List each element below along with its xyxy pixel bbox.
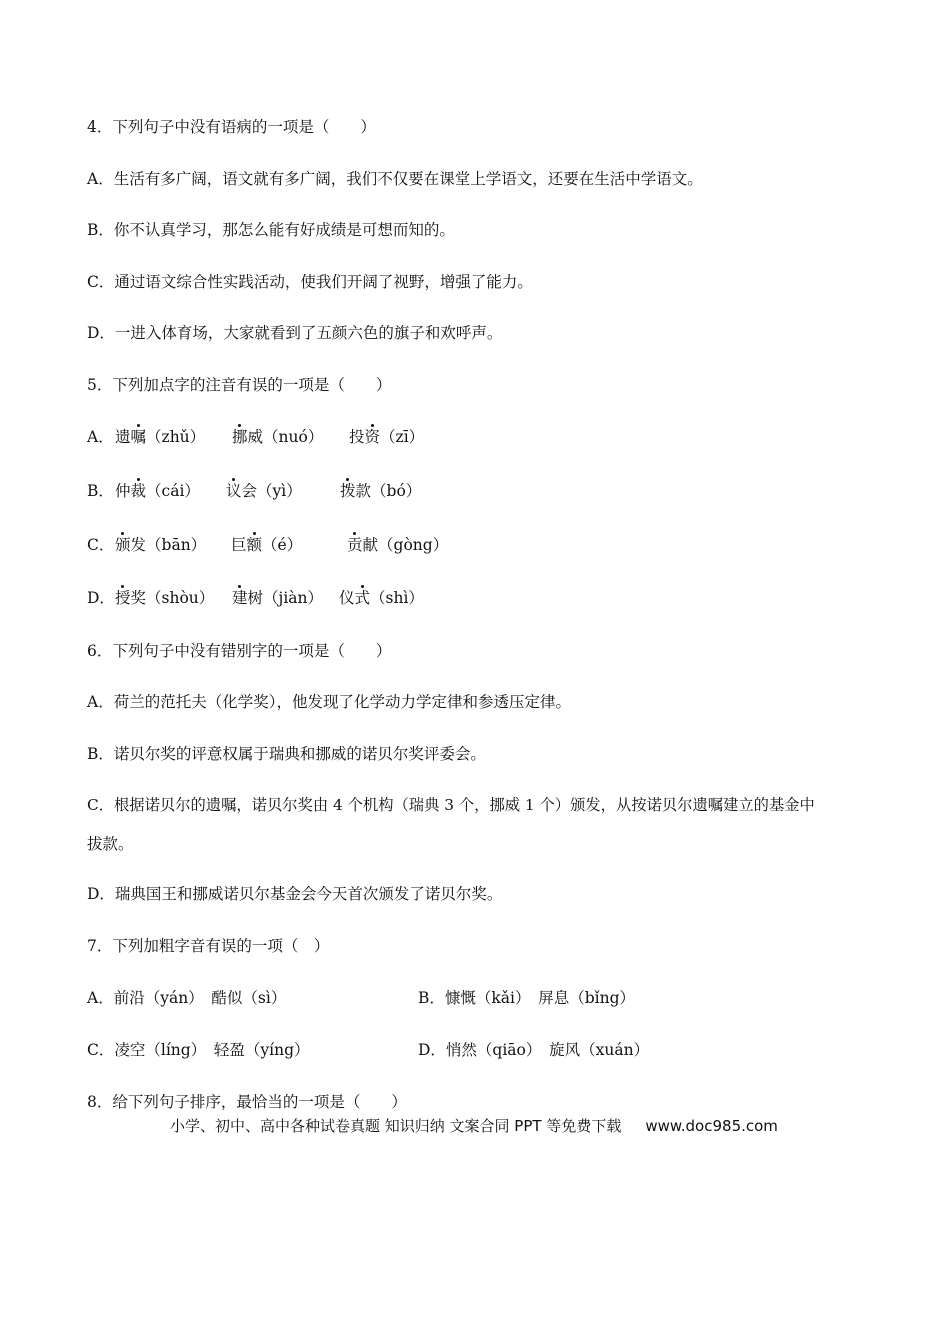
word-2: 巨额（é）	[231, 536, 303, 554]
question-8-stem: 8．给下列句子排序，最恰当的一项是（ ）	[87, 1093, 407, 1111]
word-1: 仲裁（cái）	[115, 482, 200, 500]
word-1: 授奖（shòu）	[115, 589, 215, 607]
question-7-stem: 7．下列加粗字音有误的一项（ ）	[87, 937, 330, 955]
word-3: 投资（zī）	[349, 428, 425, 446]
option-label: C．	[87, 536, 115, 554]
question-5-stem: 5．下列加点字的注音有误的一项是（ ）	[87, 376, 392, 394]
question-6-option-c-line-1: C．根据诺贝尔的遗嘱，诺贝尔奖由 4 个机构（瑞典 3 个，挪威 1 个）颁发，从按诺贝尔遗嘱建立的基金中	[87, 796, 815, 814]
question-6-option-d: D．瑞典国王和挪威诺贝尔基金会今天首次颁发了诺贝尔奖。	[87, 885, 503, 903]
question-7-option-d: D．悄然（qiāo） 旋风（xuán）	[418, 1041, 650, 1059]
word-2: 议会（yì）	[226, 482, 302, 500]
question-6-stem: 6．下列句子中没有错别字的一项是（ ）	[87, 642, 392, 660]
question-6-option-b: B．诺贝尔奖的评意权属于瑞典和挪威的诺贝尔奖评委会。	[87, 745, 486, 763]
word-3: 仪式（shì）	[339, 589, 424, 607]
word-2: 挪威（nuó）	[232, 428, 324, 446]
footer-site-link[interactable]: www.doc985.com	[645, 1117, 778, 1135]
question-4-option-b: B．你不认真学习，那怎么能有好成绩是可想而知的。	[87, 221, 455, 239]
word-1: 颁发（bān）	[115, 536, 207, 554]
word-3: 拨款（bó）	[340, 482, 422, 500]
question-6-option-c-line-2: 拔款。	[87, 835, 134, 853]
question-7-option-b: B．慷慨（kǎi） 屏息（bǐng）	[418, 989, 636, 1007]
word-2: 建树（jiàn）	[232, 589, 324, 607]
question-4-option-d: D．一进入体育场，大家就看到了五颜六色的旗子和欢呼声。	[87, 324, 503, 342]
question-7-option-c: C．凌空（líng） 轻盈（yíng）	[87, 1041, 310, 1059]
question-4-option-a: A．生活有多广阔，语文就有多广阔，我们不仅要在课堂上学语文，还要在生活中学语文。	[87, 170, 703, 188]
word-3: 贡献（gòng）	[347, 536, 449, 554]
question-4-option-c: C．通过语文综合性实践活动，使我们开阔了视野，增强了能力。	[87, 273, 533, 291]
question-7-option-a: A．前沿（yán） 酷似（sì）	[87, 989, 287, 1007]
option-label: B．	[87, 482, 114, 500]
footer-text: 小学、初中、高中各种试卷真题 知识归纳 文案合同 PPT 等免费下载	[170, 1117, 622, 1135]
question-6-option-a: A．荷兰的范托夫（化学奖），他发现了化学动力学定律和参透压定律。	[87, 693, 571, 711]
option-label: D．	[87, 589, 115, 607]
word-1: 遗嘱（zhǔ）	[115, 428, 206, 446]
option-label: A．	[87, 428, 114, 446]
question-4-stem: 4．下列句子中没有语病的一项是（ ）	[87, 118, 376, 136]
page-footer	[170, 1116, 778, 1136]
